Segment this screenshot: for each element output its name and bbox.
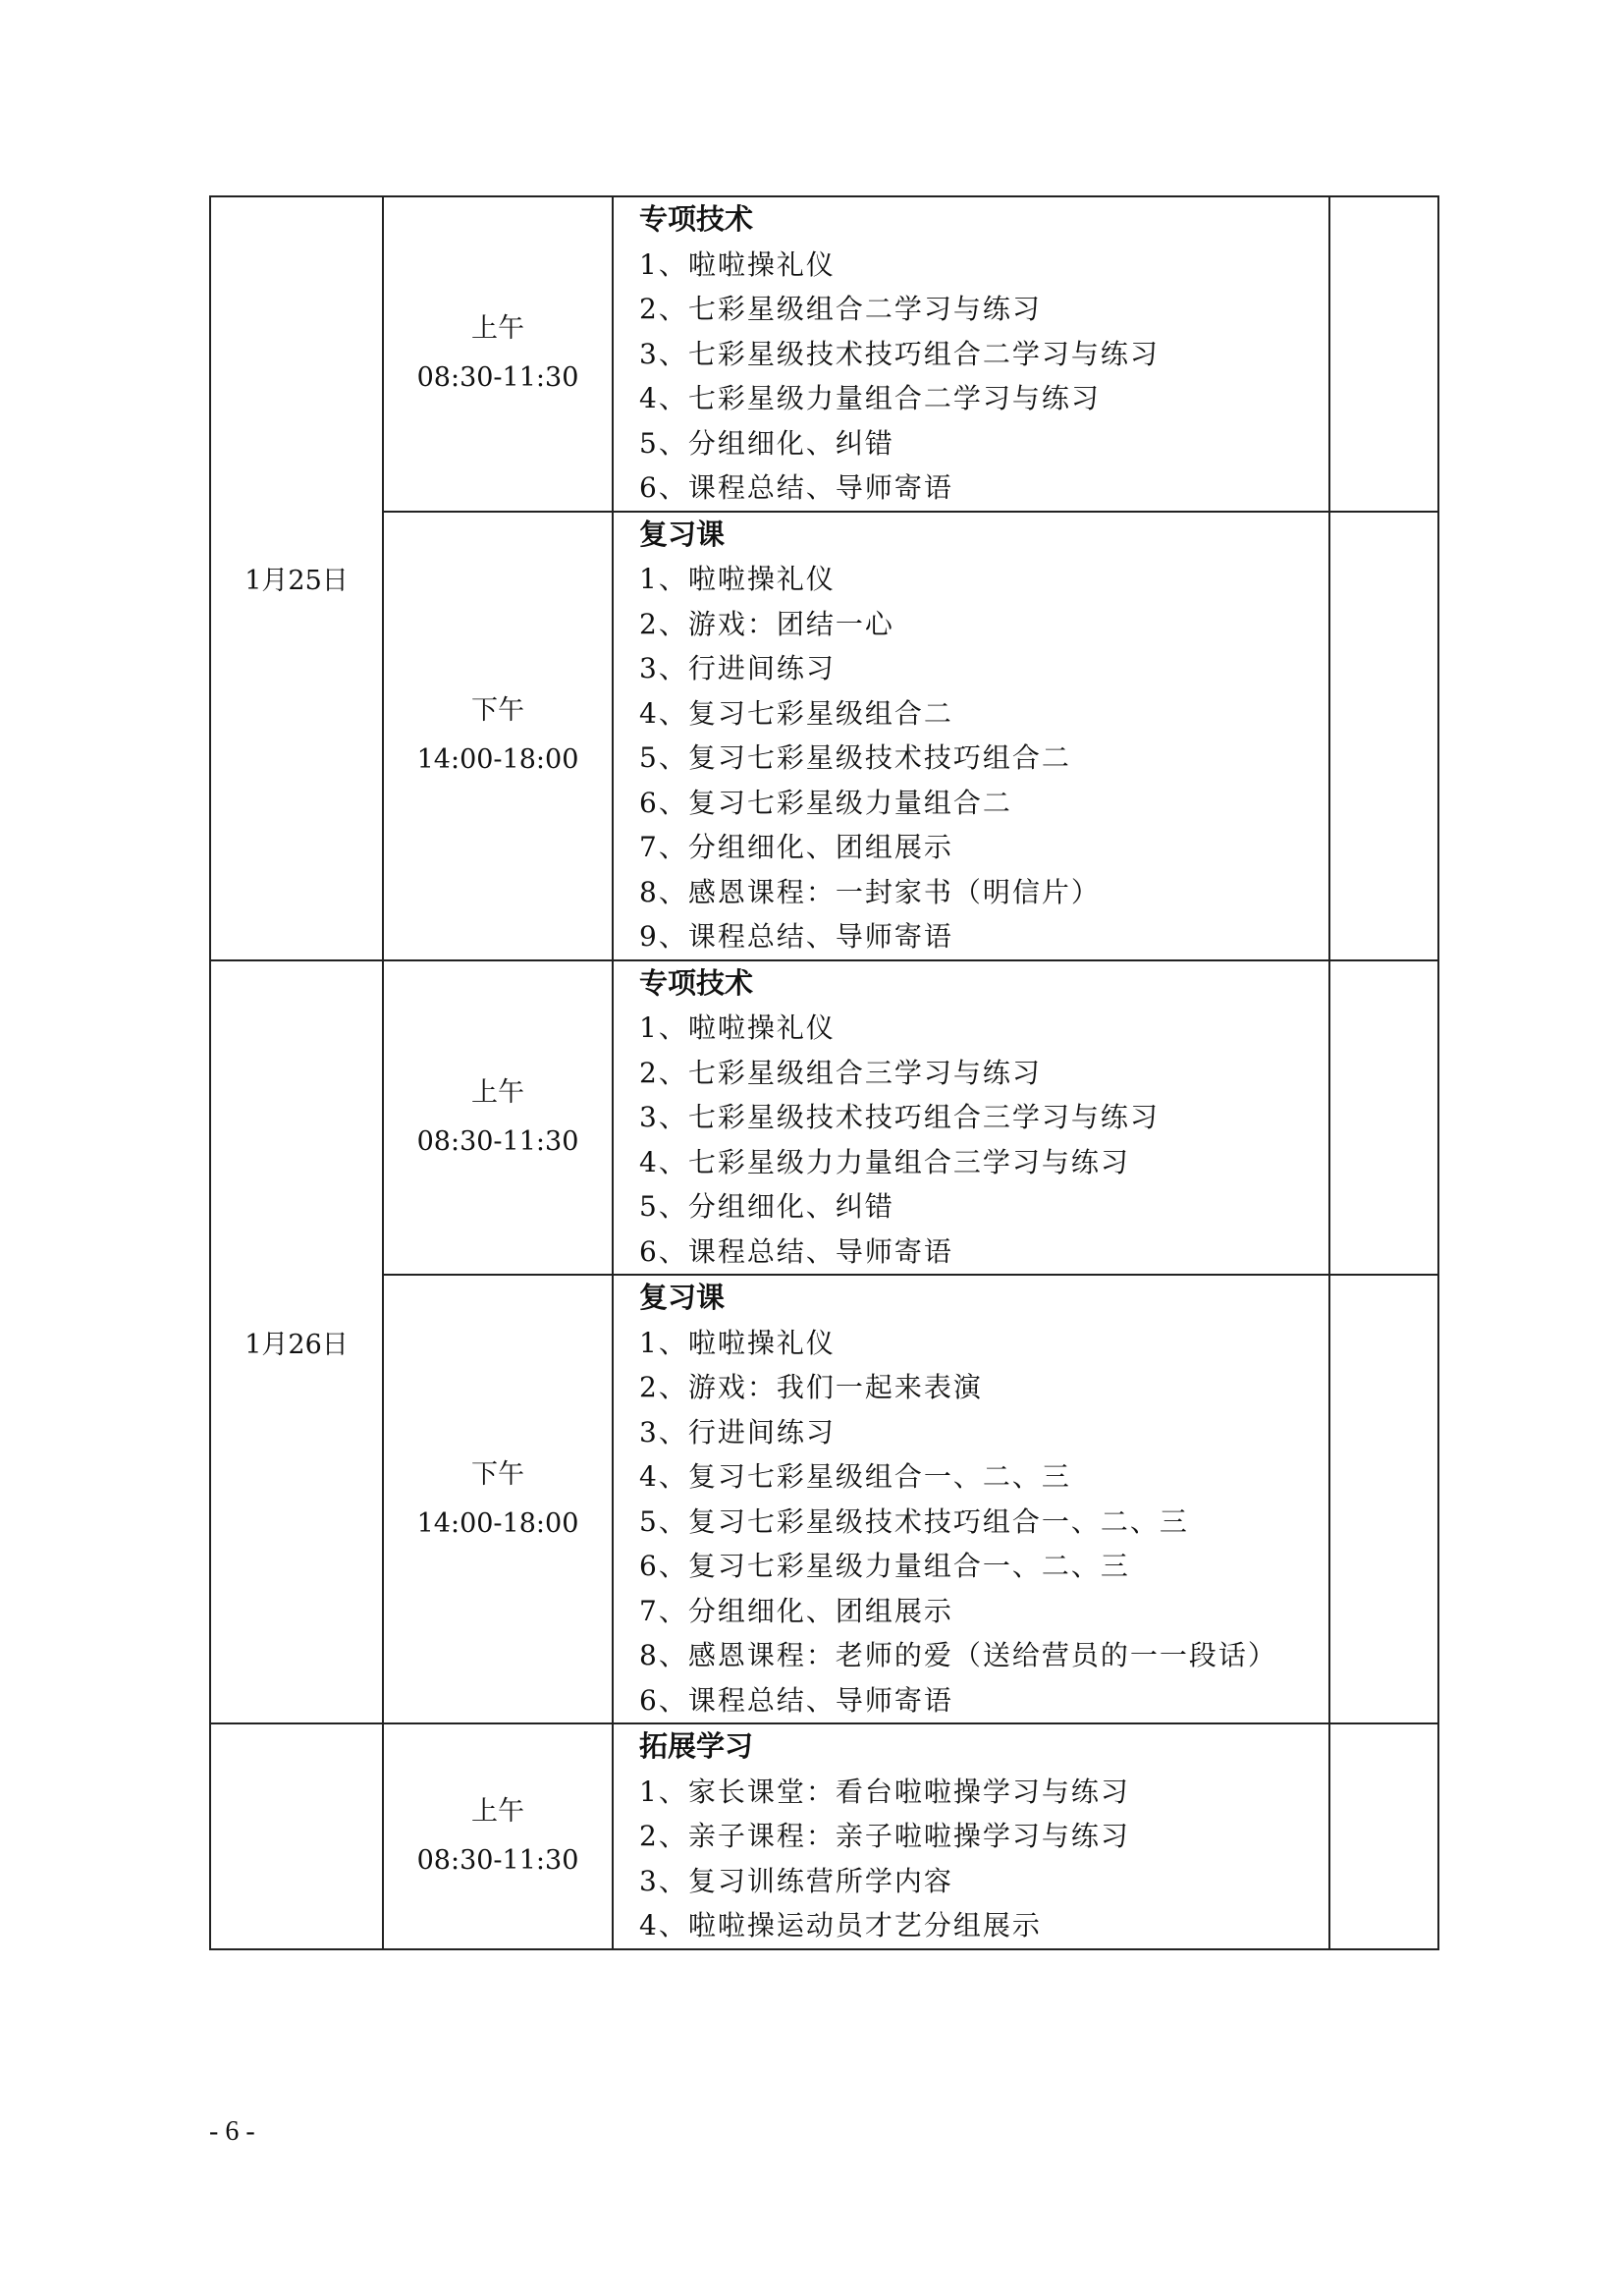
note-cell <box>1329 1723 1438 1949</box>
list-item: 1、啦啦操礼仪 <box>639 1011 836 1044</box>
time-range: 14:00-18:00 <box>416 744 579 775</box>
content-cell <box>613 1275 1329 1723</box>
time-cell <box>383 1275 613 1723</box>
list-item: 5、复习七彩星级技术技巧组合一、二、三 <box>639 1504 1189 1538</box>
list-item: 6、复习七彩星级力量组合一、二、三 <box>639 1550 1130 1582</box>
list-item: 5、分组细化、纠错 <box>639 1190 894 1223</box>
list-item: 7、分组细化、团组展示 <box>639 1594 953 1627</box>
schedule-table <box>209 195 1439 1950</box>
period-label: 上午 <box>471 1795 524 1827</box>
date-cell: 1月25日 <box>210 196 383 960</box>
list-item: 4、啦啦操运动员才艺分组展示 <box>639 1909 1042 1941</box>
list-item: 7、分组细化、团组展示 <box>639 831 953 863</box>
content-cell <box>613 1723 1329 1949</box>
period-label: 下午 <box>471 695 524 726</box>
list-item: 3、七彩星级技术技巧组合三学习与练习 <box>639 1101 1160 1133</box>
time-cell <box>383 1723 613 1949</box>
list-item: 3、行进间练习 <box>639 652 836 684</box>
session-heading: 复习课 <box>639 1281 726 1314</box>
list-item: 6、课程总结、导师寄语 <box>639 1234 953 1268</box>
list-item: 6、课程总结、导师寄语 <box>639 1683 953 1717</box>
session-heading: 拓展学习 <box>639 1729 754 1763</box>
list-item: 4、复习七彩星级组合一、二、三 <box>639 1460 1071 1493</box>
list-item: 2、七彩星级组合三学习与练习 <box>639 1056 1042 1089</box>
table-row <box>210 196 1438 512</box>
time-range: 08:30-11:30 <box>416 1125 579 1157</box>
time-range: 08:30-11:30 <box>416 1844 579 1876</box>
list-item: 3、行进间练习 <box>639 1415 836 1449</box>
list-item: 2、游戏：团结一心 <box>639 607 894 640</box>
time-cell <box>383 196 613 512</box>
session-heading: 专项技术 <box>639 965 754 1000</box>
list-item: 4、七彩星级力力量组合三学习与练习 <box>639 1145 1130 1178</box>
time-range: 14:00-18:00 <box>416 1507 579 1539</box>
time-cell <box>383 960 613 1276</box>
list-item: 8、感恩课程：老师的爱（送给营员的一一段话） <box>639 1639 1277 1671</box>
session-heading: 复习课 <box>639 517 726 551</box>
page-number: - 6 - <box>209 2116 255 2147</box>
list-item: 1、家长课堂：看台啦啦操学习与练习 <box>639 1775 1130 1808</box>
list-item: 3、七彩星级技术技巧组合二学习与练习 <box>639 337 1160 370</box>
content-cell <box>613 960 1329 1276</box>
list-item: 1、啦啦操礼仪 <box>639 563 836 595</box>
time-cell <box>383 512 613 960</box>
list-item: 9、课程总结、导师寄语 <box>639 920 953 953</box>
note-cell <box>1329 196 1438 512</box>
date-cell: 1月26日 <box>210 960 383 1724</box>
table-row <box>210 1275 1438 1723</box>
list-item: 6、复习七彩星级力量组合二 <box>639 786 1012 819</box>
table-row <box>210 512 1438 960</box>
content-cell <box>613 196 1329 512</box>
table-row <box>210 960 1438 1276</box>
list-item: 6、课程总结、导师寄语 <box>639 471 953 504</box>
list-item: 2、七彩星级组合二学习与练习 <box>639 293 1042 325</box>
period-label: 下午 <box>471 1458 524 1490</box>
period-label: 上午 <box>471 313 524 345</box>
table-row <box>210 1723 1438 1949</box>
list-item: 2、游戏：我们一起来表演 <box>639 1371 983 1403</box>
note-cell <box>1329 1275 1438 1723</box>
list-item: 3、复习训练营所学内容 <box>639 1864 953 1897</box>
date-cell <box>210 1723 383 1949</box>
list-item: 4、七彩星级力量组合二学习与练习 <box>639 382 1101 414</box>
list-item: 5、复习七彩星级技术技巧组合二 <box>639 741 1071 774</box>
list-item: 1、啦啦操礼仪 <box>639 247 836 281</box>
period-label: 上午 <box>471 1076 524 1108</box>
session-heading: 专项技术 <box>639 202 754 236</box>
list-item: 8、感恩课程：一封家书（明信片） <box>639 875 1101 908</box>
list-item: 2、亲子课程：亲子啦啦操学习与练习 <box>639 1820 1130 1852</box>
list-item: 1、啦啦操礼仪 <box>639 1326 836 1359</box>
list-item: 4、复习七彩星级组合二 <box>639 696 953 730</box>
list-item: 5、分组细化、纠错 <box>639 426 894 460</box>
time-range: 08:30-11:30 <box>416 362 579 394</box>
note-cell <box>1329 512 1438 960</box>
content-cell <box>613 512 1329 960</box>
note-cell <box>1329 960 1438 1276</box>
